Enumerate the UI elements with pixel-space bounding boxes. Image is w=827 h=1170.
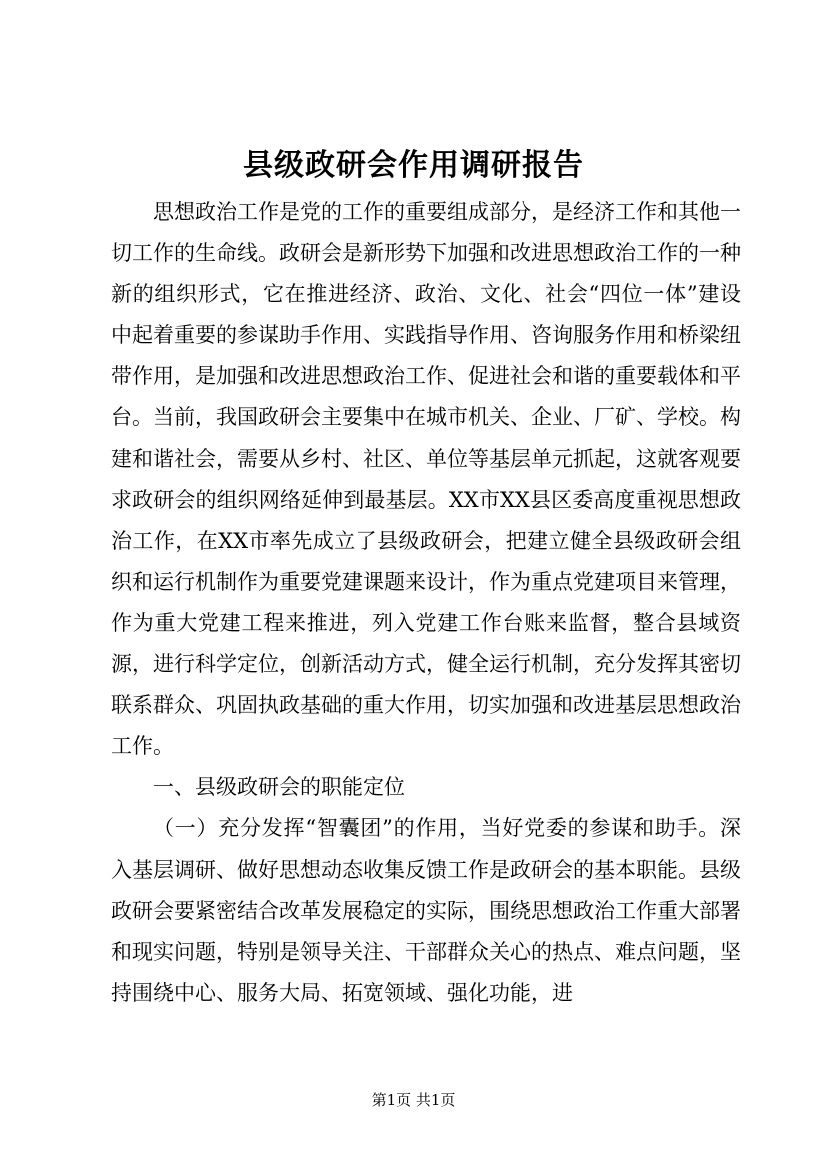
body-paragraph: （一）充分发挥“智囊团”的作用，当好党委的参谋和助手。深入基层调研、做好思想动态收集反馈工作是政研会的基本职能。县级政研会要紧密结合改革发展稳定的实际，围绕思想政治工作重大部署和现实问题，特别是领导关注、干部群众关心的热点、难点问题，坚持围绕中心、服务大局、拓宽领域、强化功能，进: [111, 816, 741, 1005]
page-footer: 第1页 共1页: [371, 1091, 456, 1109]
document-body: [111, 192, 741, 1014]
document-title: 县级政研会作用调研报告: [243, 148, 584, 183]
section-heading: 一、县级政研会的职能定位: [153, 775, 405, 800]
body-paragraph: 思想政治工作是党的工作的重要组成部分，是经济工作和其他一切工作的生命线。政研会是新形势下加强和改进思想政治工作的一种新的组织形式，它在推进经济、政治、文化、社会“四位一体”建设中起着重要的参谋助手作用、实践指导作用、咨询服务作用和桥梁纽带作用，是加强和改进思想政治工作、促进社会和谐的重要载体和平台。当前，我国政研会主要集中在城市机关、企业、厂矿、学校。构建和谐社会，需要从乡村、社区、单位等基层单元抓起，这就客观要求政研会的组织网络延伸到最基层。XX市XX县区委高度重视思想政治工作，在XX市率先成立了县级政研会，把建立健全县级政研会组织和运行机制作为重要党建课题来设计，作为重点党建项目来管理，作为重大党建工程来推进，列入党建工作台账来监督，整合县域资源，进行科学定位，创新活动方式，健全运行机制，充分发挥其密切联系群众、巩固执政基础的重大作用，切实加强和改进基层思想政治工作。: [111, 200, 741, 759]
